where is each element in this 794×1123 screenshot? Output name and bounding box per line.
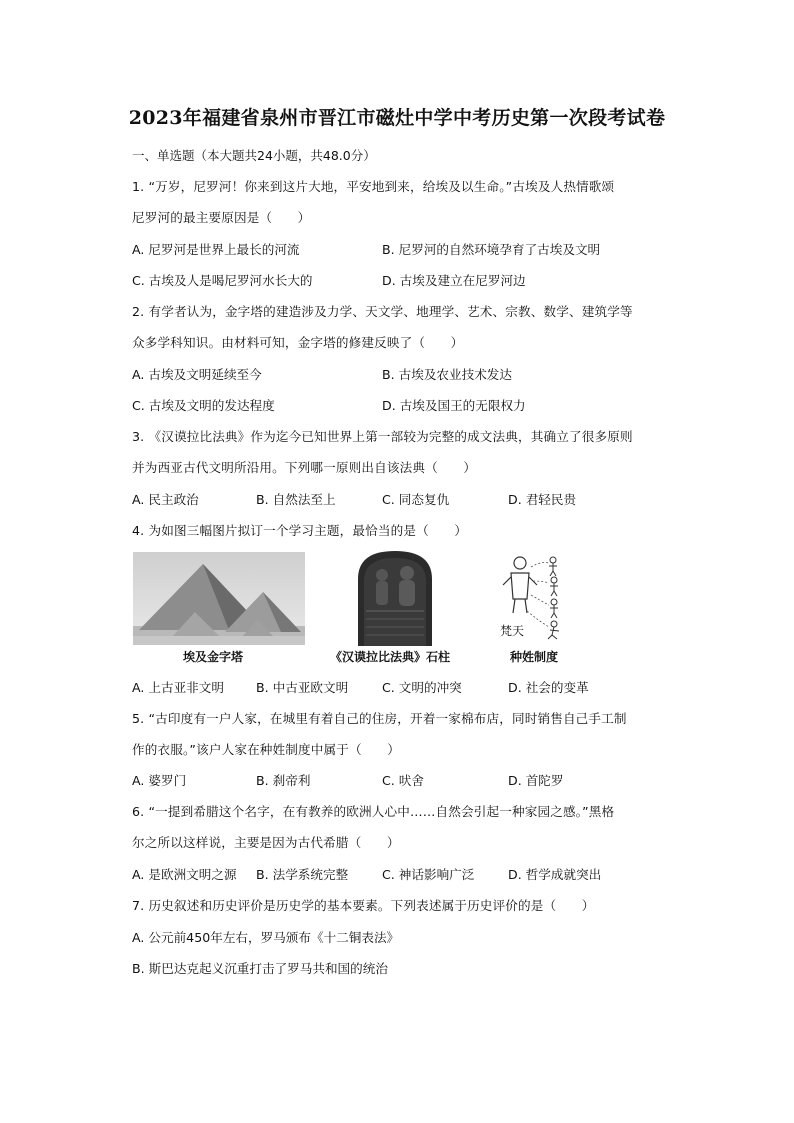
q5-option-c: C. 吠舍 [382, 773, 424, 788]
q4-option-b: B. 中古亚欧文明 [256, 680, 349, 695]
caption-pyramids: 埃及金字塔 [183, 650, 244, 664]
section-heading: 一、单选题（本大题共24小题，共48.0分） [132, 148, 376, 163]
q6-option-a: A. 是欧洲文明之源 [132, 867, 237, 882]
question-3-line-1: 3. 《汉谟拉比法典》作为迄今已知世界上第一部较为完整的成文法典，其确立了很多原则 [132, 429, 633, 444]
q4-option-c: C. 文明的冲突 [382, 680, 462, 695]
question-5-line-1: 5. “古印度有一户人家，在城里有着自己的住房，开着一家棉布店，同时销售自己手工制 [132, 711, 627, 726]
q1-option-c: C. 古埃及人是喝尼罗河水长大的 [132, 273, 313, 288]
q6-option-d: D. 哲学成就突出 [508, 867, 602, 882]
q3-option-a: A. 民主政治 [132, 492, 199, 507]
question-3-line-2: 并为西亚古代文明所沿用。下列哪一原则出自该法典（ ） [132, 460, 477, 475]
question-6-line-2: 尔之所以这样说，主要是因为古代希腊（ ） [132, 835, 400, 850]
q3-option-c: C. 同态复仇 [382, 492, 450, 507]
pyramids-photo [133, 552, 305, 645]
brahma-label: 梵天 [500, 624, 525, 638]
q5-option-d: D. 首陀罗 [508, 773, 564, 788]
q5-option-a: A. 婆罗门 [132, 773, 187, 788]
q2-option-c: C. 古埃及文明的发达程度 [132, 398, 275, 413]
caption-caste: 种姓制度 [510, 650, 559, 664]
question-4-line-1: 4. 为如图三幅图片拟订一个学习主题，最恰当的是（ ） [132, 523, 468, 538]
q6-option-b: B. 法学系统完整 [256, 867, 349, 882]
q3-option-b: B. 自然法至上 [256, 492, 336, 507]
page-title: 2023年福建省泉州市晋江市磁灶中学中考历史第一次段考试卷 [128, 107, 666, 129]
q5-option-b: B. 刹帝利 [256, 773, 311, 788]
q2-option-b: B. 古埃及农业技术发达 [382, 367, 512, 382]
question-1-line-2: 尼罗河的最主要原因是（ ） [132, 210, 311, 225]
q2-option-a: A. 古埃及文明延续至今 [132, 367, 262, 382]
q4-option-a: A. 上古亚非文明 [132, 680, 224, 695]
question-2-line-2: 众多学科知识。由材料可知，金字塔的修建反映了（ ） [132, 335, 464, 350]
q4-option-d: D. 社会的变革 [508, 680, 589, 695]
question-2-line-1: 2. 有学者认为，金字塔的建造涉及力学、天文学、地理学、艺术、宗教、数学、建筑学等 [132, 304, 633, 319]
caption-stele: 《汉谟拉比法典》石柱 [330, 650, 451, 664]
q1-option-a: A. 尼罗河是世界上最长的河流 [132, 242, 300, 257]
q3-option-d: D. 君轻民贵 [508, 492, 577, 507]
question-6-line-1: 6. “一提到希腊这个名字，在有教养的欧洲人心中……自然会引起一种家园之感。”黑格 [132, 804, 615, 819]
code-stele-photo [352, 549, 438, 646]
q7-option-a: A. 公元前450年左右，罗马颁布《十二铜表法》 [132, 930, 400, 945]
q1-option-b: B. 尼罗河的自然环境孕育了古埃及文明 [382, 242, 601, 257]
question-1-line-1: 1. “万岁，尼罗河！你来到这片大地，平安地到来，给埃及以生命。”古埃及人热情歌颂 [132, 179, 615, 194]
question-5-line-2: 作的衣服。”该户人家在种姓制度中属于（ ） [132, 742, 400, 757]
q1-option-d: D. 古埃及建立在尼罗河边 [382, 273, 526, 288]
question-7-line-1: 7. 历史叙述和历史评价是历史学的基本要素。下列表述属于历史评价的是（ ） [132, 898, 595, 913]
q2-option-d: D. 古埃及国王的无限权力 [382, 398, 526, 413]
q7-option-b: B. 斯巴达克起义沉重打击了罗马共和国的统治 [132, 961, 388, 976]
q6-option-c: C. 神话影响广泛 [382, 867, 475, 882]
